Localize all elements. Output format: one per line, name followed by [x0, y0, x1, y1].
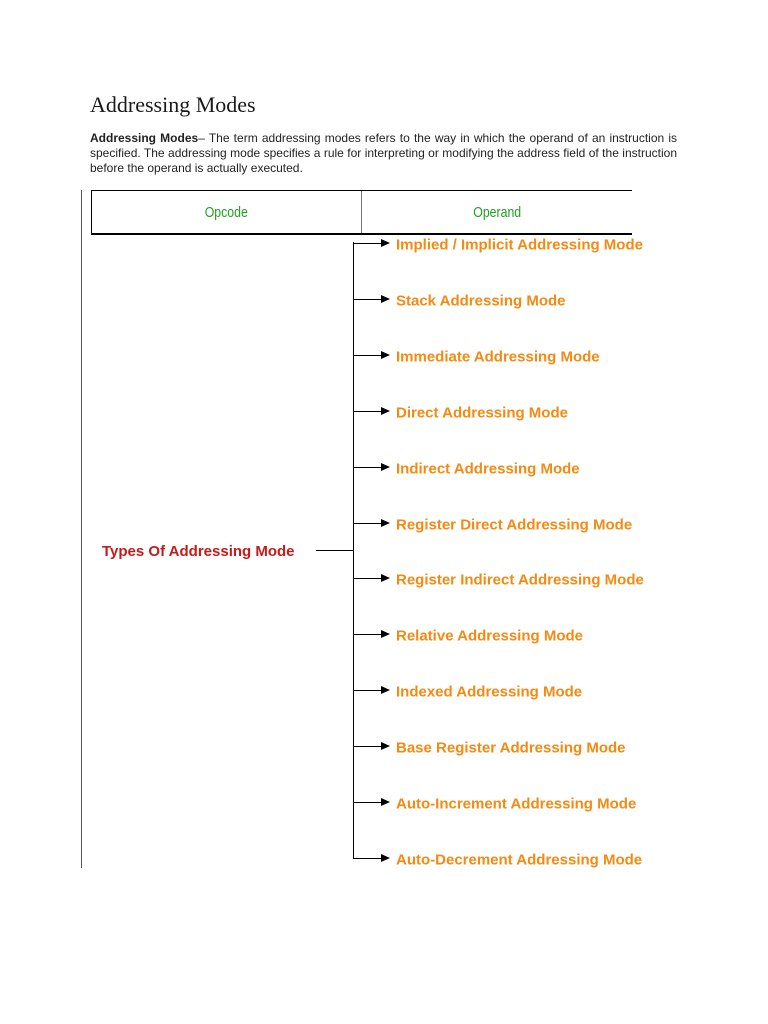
arrow-stem — [353, 690, 381, 691]
addressing-mode-label: Base Register Addressing Mode — [396, 739, 626, 757]
addressing-mode-label: Indexed Addressing Mode — [396, 683, 583, 701]
operand-label: Operand — [473, 203, 521, 221]
addressing-mode-label: Stack Addressing Mode — [396, 292, 566, 310]
arrow-stem — [353, 355, 381, 356]
arrow-head-icon — [381, 574, 390, 582]
intro-bold-term: Addressing Modes — [90, 131, 199, 145]
left-margin-rule — [81, 190, 82, 868]
arrow-stem — [353, 858, 381, 859]
arrow-stem — [353, 411, 381, 412]
arrow-head-icon — [381, 686, 390, 694]
tree-trunk — [353, 242, 354, 859]
arrow-stem — [353, 746, 381, 747]
tree-root-label: Types Of Addressing Mode — [102, 543, 295, 560]
addressing-mode-label: Auto-Increment Addressing Mode — [396, 795, 637, 813]
arrow-head-icon — [381, 854, 390, 862]
intro-paragraph — [90, 131, 677, 176]
addressing-mode-label: Implied / Implicit Addressing Mode — [396, 236, 643, 254]
arrow-stem — [353, 634, 381, 635]
arrow-head-icon — [381, 742, 390, 750]
addressing-mode-label: Relative Addressing Mode — [396, 627, 583, 645]
arrow-head-icon — [381, 295, 390, 303]
arrow-stem — [353, 299, 381, 300]
addressing-mode-label: Register Direct Addressing Mode — [396, 516, 633, 534]
addressing-mode-label: Register Indirect Addressing Mode — [396, 571, 644, 589]
opcode-cell — [92, 191, 362, 233]
arrow-stem — [353, 243, 381, 244]
opcode-label: Opcode — [204, 203, 249, 221]
arrow-head-icon — [381, 519, 390, 527]
arrow-head-icon — [381, 630, 390, 638]
arrow-head-icon — [381, 351, 390, 359]
root-connector — [316, 550, 353, 551]
arrow-stem — [353, 523, 381, 524]
addressing-mode-label: Indirect Addressing Mode — [396, 460, 580, 478]
operand-cell — [362, 191, 632, 233]
addressing-mode-label: Immediate Addressing Mode — [396, 348, 600, 366]
page-title: Addressing Modes — [90, 92, 256, 117]
arrow-head-icon — [381, 239, 390, 247]
addressing-mode-label: Direct Addressing Mode — [396, 404, 568, 422]
instruction-format-box — [91, 190, 632, 235]
arrow-stem — [353, 802, 381, 803]
addressing-mode-label: Auto-Decrement Addressing Mode — [396, 851, 643, 869]
arrow-head-icon — [381, 463, 390, 471]
arrow-head-icon — [381, 407, 390, 415]
arrow-head-icon — [381, 798, 390, 806]
arrow-stem — [353, 467, 381, 468]
intro-text: – The term addressing modes refers to the way in which the operand of an instruction is specified. The addressing mode specifies a rule for interpreting or modifying the address field of the instruction before the operand is actually executed. — [90, 131, 678, 175]
arrow-stem — [353, 578, 381, 579]
